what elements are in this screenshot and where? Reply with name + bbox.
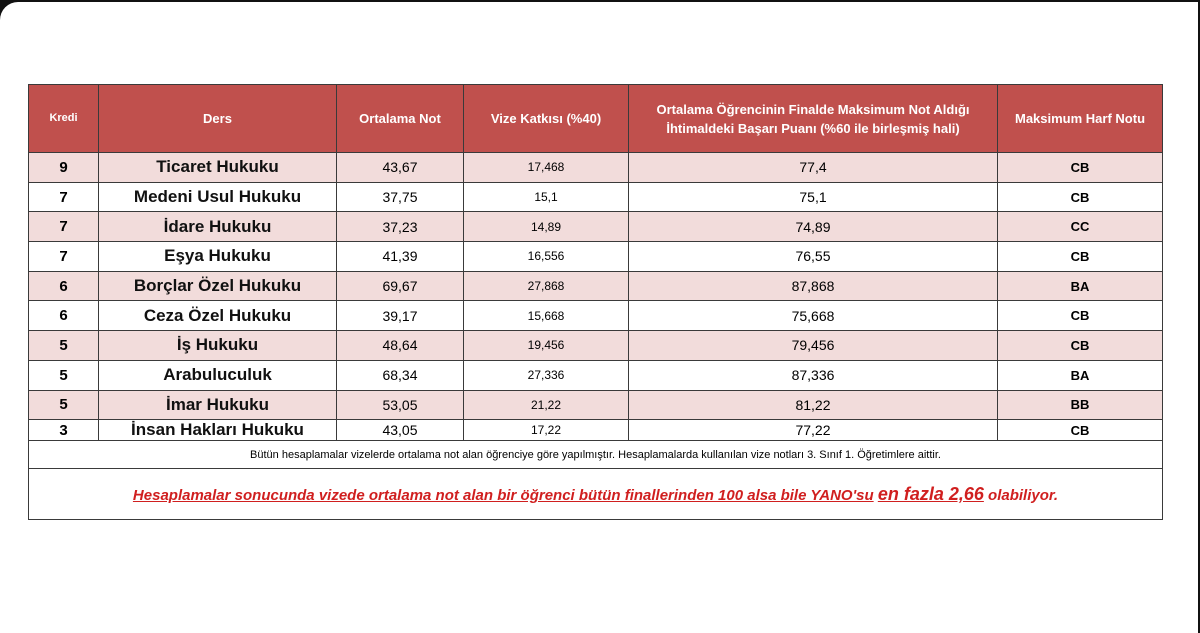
vize-cell: 16,556 <box>464 242 629 272</box>
harf-cell: CB <box>998 301 1163 331</box>
ders-cell: Ceza Özel Hukuku <box>99 301 337 331</box>
kredi-cell: 7 <box>29 242 99 272</box>
header-basari-puani <box>629 85 998 153</box>
kredi-cell: 9 <box>29 153 99 183</box>
basari-cell: 74,89 <box>629 212 998 242</box>
harf-cell: CB <box>998 420 1163 441</box>
ortalama-cell: 48,64 <box>337 331 464 361</box>
table-row <box>29 271 1163 301</box>
vize-cell: 27,868 <box>464 271 629 301</box>
basari-cell: 81,22 <box>629 390 998 420</box>
table-row <box>29 331 1163 361</box>
vize-cell: 17,468 <box>464 153 629 183</box>
vize-cell: 21,22 <box>464 390 629 420</box>
harf-cell: CB <box>998 242 1163 272</box>
vize-cell: 14,89 <box>464 212 629 242</box>
table-row <box>29 153 1163 183</box>
conclusion-part1: Hesaplamalar sonucunda vizede ortalama not alan bir öğrenci bütün finallerinden 100 alsa bile YANO'su <box>132 486 874 504</box>
ortalama-cell: 41,39 <box>337 242 464 272</box>
ortalama-cell: 43,67 <box>337 153 464 183</box>
grades-table <box>28 84 1163 520</box>
header-ders: Ders <box>99 85 337 153</box>
table-header-row <box>29 85 1163 153</box>
header-harf-notu: Maksimum Harf Notu <box>998 85 1163 153</box>
kredi-cell: 3 <box>29 420 99 441</box>
ortalama-cell: 39,17 <box>337 301 464 331</box>
basari-cell: 87,868 <box>629 271 998 301</box>
table-row <box>29 242 1163 272</box>
harf-cell: BA <box>998 271 1163 301</box>
basari-cell: 75,668 <box>629 301 998 331</box>
basari-cell: 77,4 <box>629 153 998 183</box>
ortalama-cell: 68,34 <box>337 360 464 390</box>
header-basari-line1: Ortalama Öğrencinin Finalde Maksimum Not Aldığı <box>656 101 970 117</box>
conclusion-highlight: en fazla 2,66 <box>877 483 984 504</box>
harf-cell: CB <box>998 182 1163 212</box>
conclusion-cell <box>29 469 1163 520</box>
ortalama-cell: 53,05 <box>337 390 464 420</box>
harf-cell: CB <box>998 153 1163 183</box>
harf-cell: CB <box>998 331 1163 361</box>
vize-cell: 15,1 <box>464 182 629 212</box>
calculation-note: Bütün hesaplamalar vizelerde ortalama not alan öğrenciye göre yapılmıştır. Hesaplamalarda kullanılan vize notları 3. Sınıf 1. Öğretimlere aittir. <box>29 441 1163 469</box>
basari-cell: 75,1 <box>629 182 998 212</box>
ortalama-cell: 37,23 <box>337 212 464 242</box>
ders-cell: Ticaret Hukuku <box>99 153 337 183</box>
ders-cell: Borçlar Özel Hukuku <box>99 271 337 301</box>
conclusion-text <box>132 483 1059 504</box>
kredi-cell: 6 <box>29 301 99 331</box>
kredi-cell: 7 <box>29 212 99 242</box>
harf-cell: BB <box>998 390 1163 420</box>
table-row <box>29 182 1163 212</box>
kredi-cell: 7 <box>29 182 99 212</box>
kredi-cell: 5 <box>29 331 99 361</box>
harf-cell: CC <box>998 212 1163 242</box>
ortalama-cell: 37,75 <box>337 182 464 212</box>
header-basari-line2: İhtimaldeki Başarı Puanı (%60 ile birleşmiş hali) <box>666 120 960 136</box>
basari-cell: 87,336 <box>629 360 998 390</box>
ders-cell: Medeni Usul Hukuku <box>99 182 337 212</box>
ders-cell: İnsan Hakları Hukuku <box>99 420 337 441</box>
vize-cell: 15,668 <box>464 301 629 331</box>
document-page <box>0 2 1198 633</box>
table-row <box>29 360 1163 390</box>
kredi-cell: 6 <box>29 271 99 301</box>
harf-cell: BA <box>998 360 1163 390</box>
ders-cell: İş Hukuku <box>99 331 337 361</box>
table-row <box>29 301 1163 331</box>
basari-cell: 79,456 <box>629 331 998 361</box>
ders-cell: İdare Hukuku <box>99 212 337 242</box>
vize-cell: 17,22 <box>464 420 629 441</box>
header-kredi: Kredi <box>29 85 99 153</box>
vize-cell: 27,336 <box>464 360 629 390</box>
basari-cell: 76,55 <box>629 242 998 272</box>
vize-cell: 19,456 <box>464 331 629 361</box>
ders-cell: Eşya Hukuku <box>99 242 337 272</box>
basari-cell: 77,22 <box>629 420 998 441</box>
ders-cell: Arabuluculuk <box>99 360 337 390</box>
header-vize-katkisi: Vize Katkısı (%40) <box>464 85 629 153</box>
ortalama-cell: 69,67 <box>337 271 464 301</box>
conclusion-row <box>29 469 1163 520</box>
table-row <box>29 390 1163 420</box>
kredi-cell: 5 <box>29 360 99 390</box>
ortalama-cell: 43,05 <box>337 420 464 441</box>
ders-cell: İmar Hukuku <box>99 390 337 420</box>
kredi-cell: 5 <box>29 390 99 420</box>
header-ortalama-not: Ortalama Not <box>337 85 464 153</box>
table-row <box>29 420 1163 441</box>
note-row <box>29 441 1163 469</box>
conclusion-part3: olabiliyor. <box>988 486 1059 504</box>
table-row <box>29 212 1163 242</box>
